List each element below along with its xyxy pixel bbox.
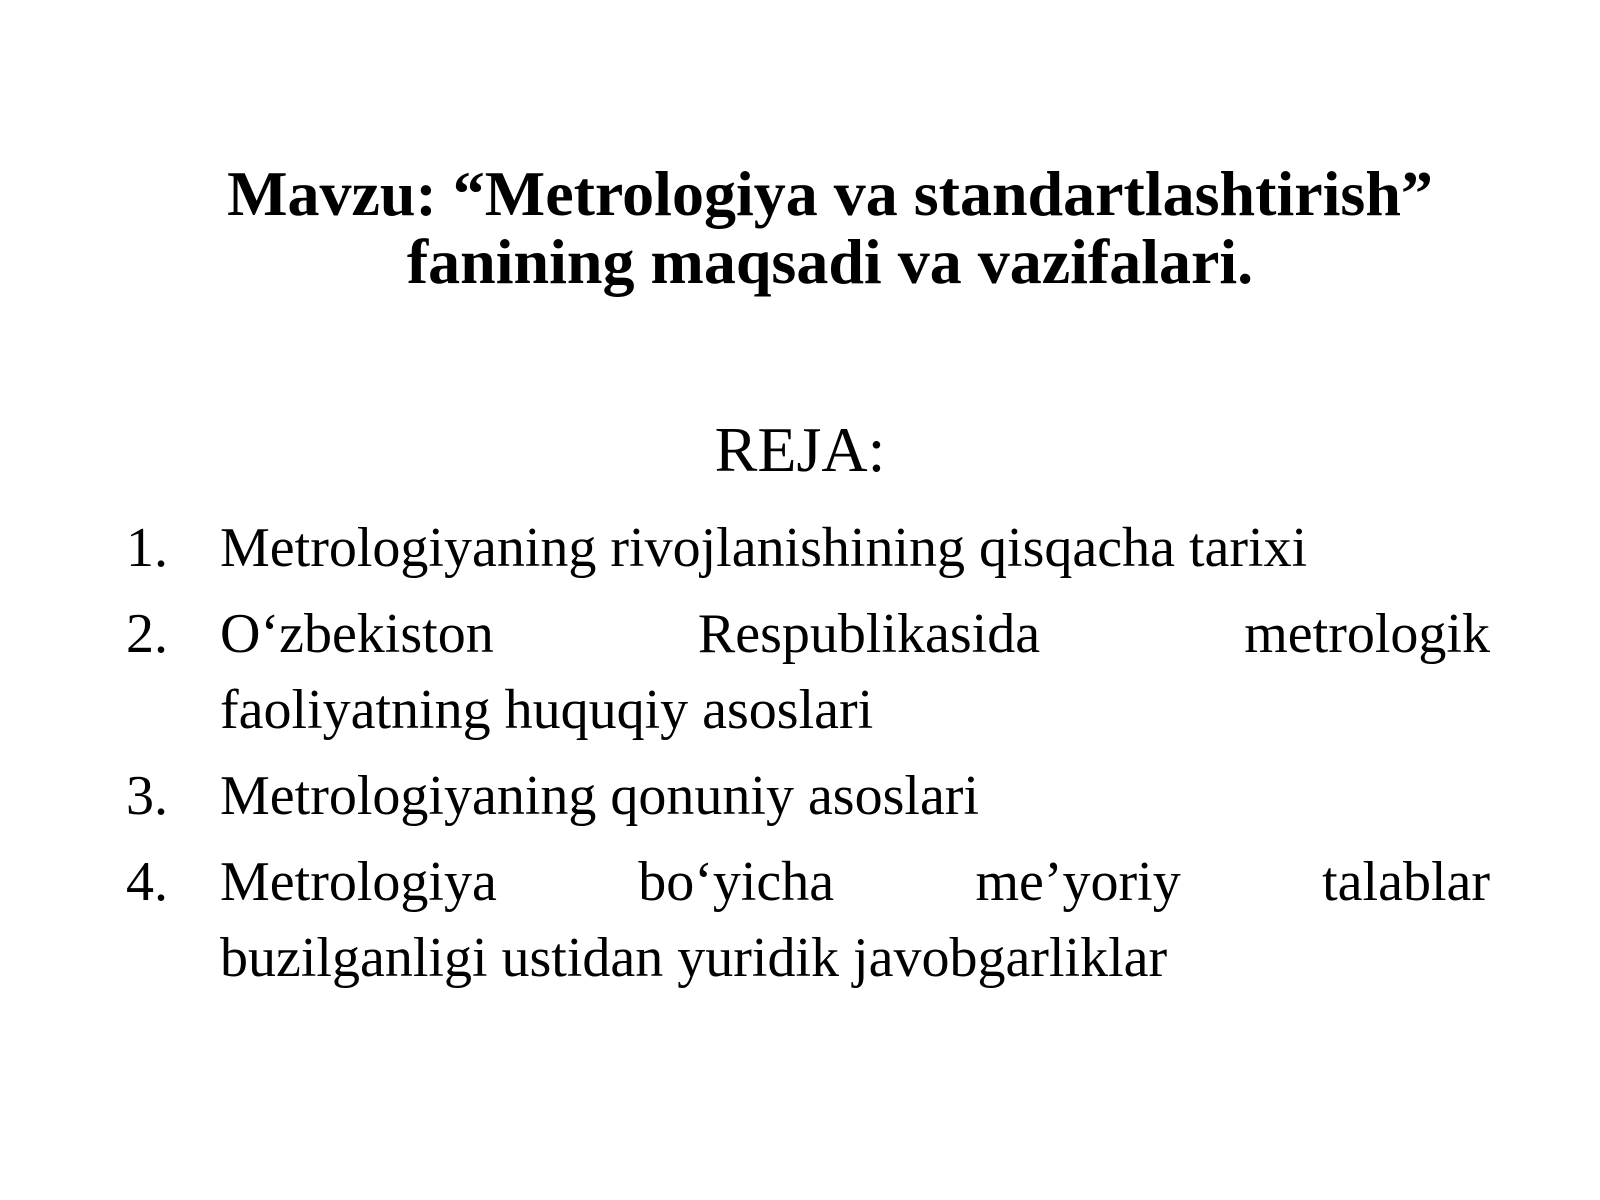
plan-item-4 — [126, 844, 1490, 996]
title-line-1: Mavzu: “Metrologiya va standartlashtirish” — [227, 158, 1433, 229]
plan-item-text-line-2: buzilganligi ustidan yuridik javobgarliklar — [220, 927, 1168, 989]
plan-item-number: 2. — [126, 603, 168, 665]
plan-item-number: 3. — [126, 765, 168, 827]
slide-title — [160, 160, 1500, 296]
title-line-2: fanining maqsadi va vazifalari. — [406, 226, 1254, 297]
plan-item-text: Metrologiyaning rivojlanishining qisqacha tarixi — [220, 517, 1308, 579]
plan-list — [126, 510, 1490, 1006]
plan-heading: REJA: — [714, 414, 886, 485]
plan-item-3 — [126, 758, 1490, 834]
plan-item-number: 1. — [126, 517, 168, 579]
plan-item-text-line-1: Metrologiya bo‘yicha me’yoriy talablar — [220, 851, 1490, 913]
plan-item-2 — [126, 596, 1490, 748]
plan-item-text-line-1: O‘zbekiston Respublikasida metrologik — [220, 603, 1490, 665]
plan-item-text: Metrologiyaning qonuniy asoslari — [220, 765, 980, 827]
plan-item-1 — [126, 510, 1490, 586]
plan-item-number: 4. — [126, 851, 168, 913]
plan-item-text-line-2: faoliyatning huquqiy asoslari — [220, 679, 874, 741]
